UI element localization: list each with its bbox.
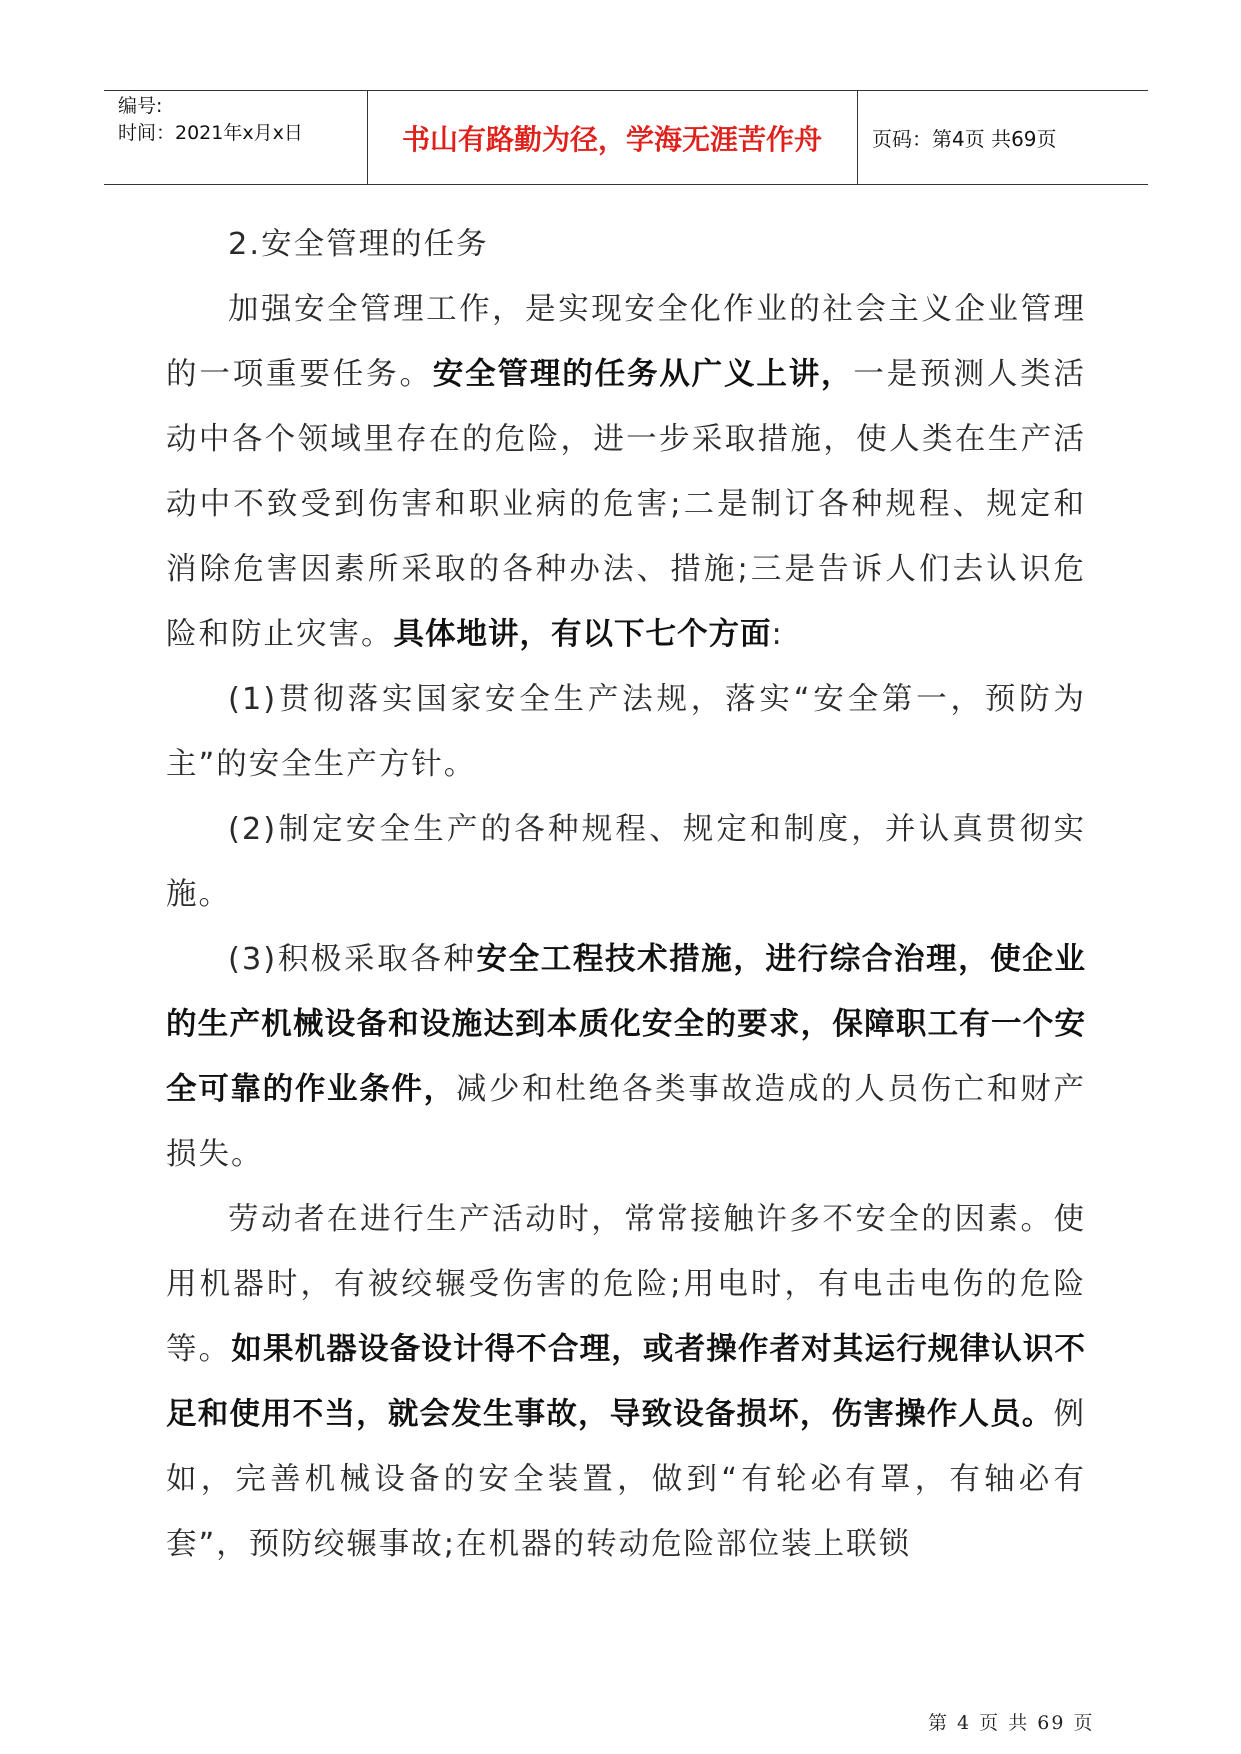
- document-header: [104, 90, 1148, 185]
- text-run: 劳动者在进行生产活动时，常常接触许多不安全的因素。使用机器时，有被绞辗受伤害的危险;用电时，有电击电伤的危险等。: [166, 1202, 1086, 1367]
- bold-text-run: 具体地讲，有以下七个方面: [393, 617, 772, 652]
- list-item: (1)贯彻落实国家安全生产法规，落实“安全第一，预防为主”的安全生产方针。: [166, 682, 1086, 782]
- text-run: 加强安全管理工作，是实现安全化作业的社会主义企业管理的一项重要任务。: [166, 292, 1086, 392]
- section-heading: 2.安全管理的任务: [228, 227, 489, 262]
- page-footer: 第 4 页 共 69 页: [928, 1712, 1095, 1734]
- paragraph: [166, 1187, 1086, 1577]
- text-run: 一是预测人类活动中各个领域里存在的危险，进一步采取措施，使人类在生产活动中不致受到伤害和职业病的危害;二是制订各种规程、规定和消除危害因素所采取的各种办法、措施;三是告诉人们去认识危险和防止灾害。: [166, 357, 1087, 652]
- document-body: [166, 212, 1086, 1577]
- text-run: (3)积极采取各种: [228, 942, 477, 977]
- text-run: 例如，完善机械设备的安全装置，做到“有轮必有罩，有轴必有套”，预防绞辗事故;在机器的转动危险部位装上联锁: [166, 1397, 1086, 1562]
- header-meta: [118, 93, 303, 147]
- bold-text-run: 安全管理的任务从广义上讲，: [432, 357, 854, 392]
- list-item: [166, 927, 1086, 1187]
- header-divider: [857, 91, 858, 184]
- text-run: 减少和杜绝各类事故造成的人员伤亡和财产损失。: [166, 1072, 1087, 1172]
- bold-text-run: 如果机器设备设计得不合理，或者操作者对其运行规律认识不足和使用不当，就会发生事故，导致设备损坏，伤害操作人员。: [166, 1332, 1087, 1432]
- number-label: 编号:: [118, 95, 163, 117]
- bold-text-run: 安全工程技术措施，进行综合治理，使企业的生产机械设备和设施达到本质化安全的要求，保障职工有一个安全可靠的作业条件，: [166, 942, 1087, 1107]
- time-label: 时间：2021年x月x日: [118, 122, 303, 144]
- header-page-label: 页码：第4页 共69页: [872, 127, 1057, 151]
- text-run: :: [771, 617, 784, 652]
- paragraph: [166, 277, 1086, 667]
- list-item: (2)制定安全生产的各种规程、规定和制度，并认真贯彻实施。: [166, 812, 1086, 912]
- header-motto: 书山有路勤为径，学海无涯苦作舟: [401, 122, 822, 156]
